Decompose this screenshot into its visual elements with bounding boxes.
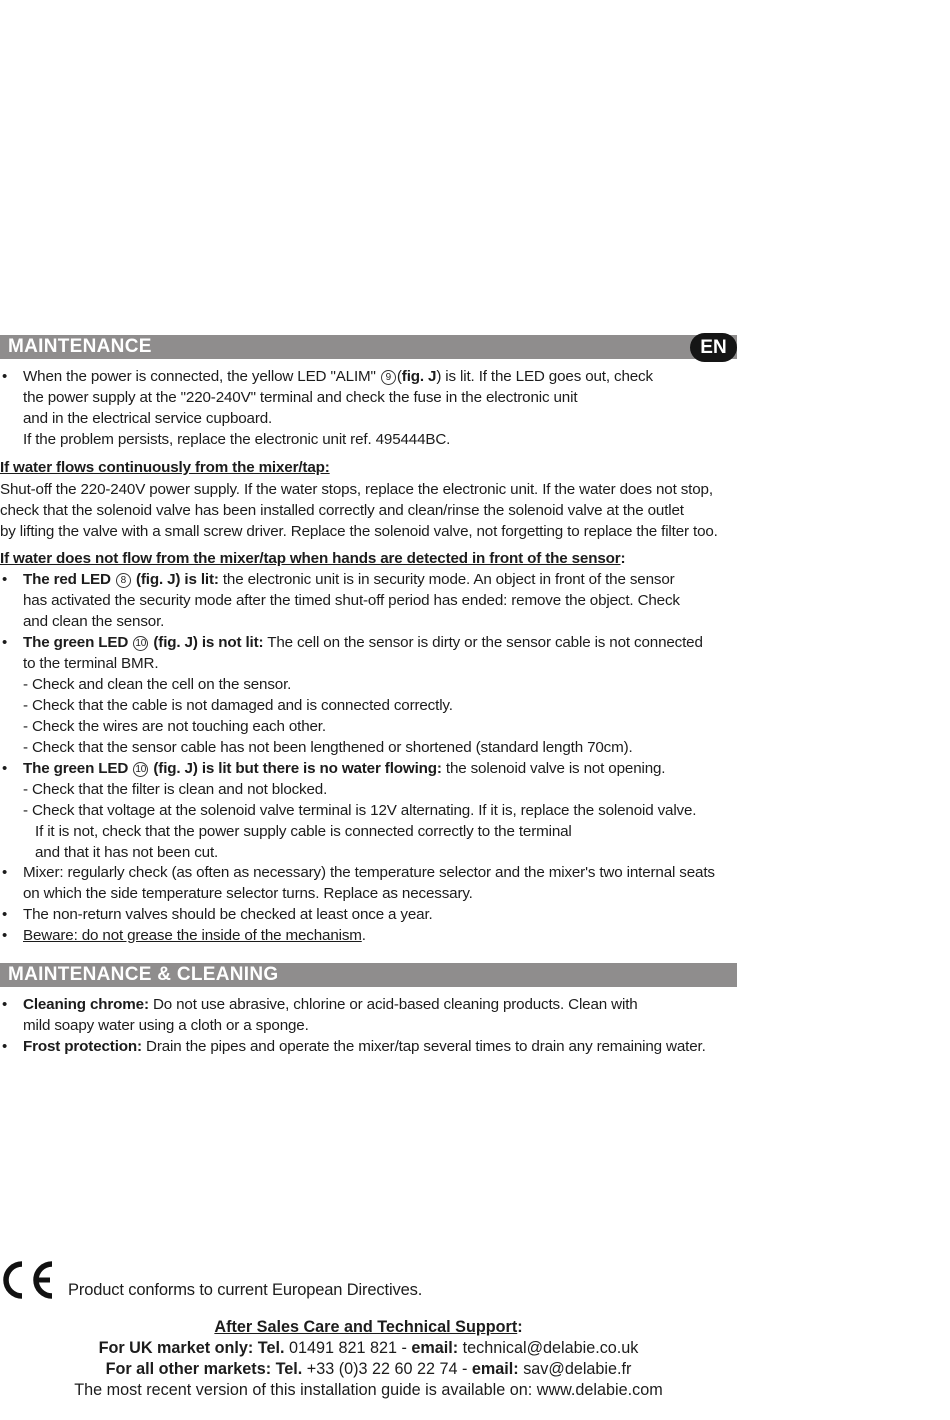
bullet: • [2, 368, 8, 385]
ce-conformity-text: Product conforms to current European Directives. [68, 1281, 423, 1299]
cleaning-title: MAINTENANCE & CLEANING [8, 964, 279, 985]
red-led-line-1: The red LED 8 (fig. J) is lit: the electronic unit is in security mode. An object in front of the sensor [23, 571, 675, 588]
green-led-off-line-1: The green LED 10 (fig. J) is not lit: The cell on the sensor is dirty or the sensor cable is not connected [23, 634, 703, 651]
maintenance-section-header [0, 335, 737, 359]
bullet: • [2, 634, 8, 651]
green-led-off-check-3: - Check the wires are not touching each other. [23, 718, 326, 735]
green-led-on-check-2: - Check that voltage at the solenoid valve terminal is 12V alternating. If it is, replace the solenoid valve. [23, 802, 697, 819]
continuous-flow-heading: If water flows continuously from the mixer/tap: [0, 459, 330, 476]
cleaning-section-header [0, 963, 737, 987]
guide-availability-line: The most recent version of this installation guide is available on: www.delabie.com [74, 1381, 663, 1399]
ce-mark-icon [0, 1260, 56, 1300]
no-flow-heading: If water does not flow from the mixer/tap when hands are detected in front of the sensor: [0, 550, 626, 567]
cleaning-chrome-line-1: Cleaning chrome: Do not use abrasive, chlorine or acid-based cleaning products. Clean with [23, 996, 638, 1013]
continuous-line-3: by lifting the valve with a small screw driver. Replace the solenoid valve, not forgetting to replace the filter too. [0, 523, 718, 540]
bullet: • [2, 571, 8, 588]
beware-line: Beware: do not grease the inside of the mechanism. [23, 927, 366, 944]
led-number-badge: 8 [116, 573, 131, 588]
led-number-badge: 10 [133, 762, 148, 777]
led-number-badge: 10 [133, 636, 148, 651]
support-other-line: For all other markets: Tel. +33 (0)3 22 60 22 74 - email: sav@delabie.fr [105, 1360, 632, 1378]
green-led-on-check-1: - Check that the filter is clean and not blocked. [23, 781, 328, 798]
cleaning-chrome-line-2: mild soapy water using a cloth or a sponge. [23, 1017, 309, 1034]
green-led-off-check-1: - Check and clean the cell on the sensor. [23, 676, 292, 693]
mixer-line-2: on which the side temperature selector turns. Replace as necessary. [23, 885, 473, 902]
support-heading: After Sales Care and Technical Support: [214, 1318, 523, 1336]
maintenance-title: MAINTENANCE [8, 336, 152, 357]
bullet: • [2, 996, 8, 1013]
green-led-off-line-2: to the terminal BMR. [23, 655, 159, 672]
power-line-2: the power supply at the "220-240V" terminal and check the fuse in the electronic unit [23, 389, 578, 406]
bullet: • [2, 927, 8, 944]
green-led-on-line-1: The green LED 10 (fig. J) is lit but there is no water flowing: the solenoid valve is not opening. [23, 760, 666, 777]
led-number-badge: 9 [381, 370, 396, 385]
bullet: • [2, 906, 8, 923]
continuous-line-2: check that the solenoid valve has been installed correctly and clean/rinse the solenoid valve at the outlet [0, 502, 684, 519]
continuous-line-1: Shut-off the 220-240V power supply. If the water stops, replace the electronic unit. If the water does not stop, [0, 481, 713, 498]
bullet: • [2, 760, 8, 777]
non-return-line: The non-return valves should be checked at least once a year. [23, 906, 433, 923]
green-led-off-check-4: - Check that the sensor cable has not been lengthened or shortened (standard length 70cm). [23, 739, 633, 756]
red-led-line-3: and clean the sensor. [23, 613, 165, 630]
green-led-off-check-2: - Check that the cable is not damaged and is connected correctly. [23, 697, 453, 714]
green-led-on-check-4: and that it has not been cut. [35, 844, 219, 861]
bullet: • [2, 1038, 8, 1055]
power-line-3: and in the electrical service cupboard. [23, 410, 273, 427]
power-line-4: If the problem persists, replace the electronic unit ref. 495444BC. [23, 431, 451, 448]
language-badge: EN [690, 333, 737, 362]
frost-protection-line: Frost protection: Drain the pipes and operate the mixer/tap several times to drain any remaining water. [23, 1038, 706, 1055]
green-led-on-check-3: If it is not, check that the power supply cable is connected correctly to the terminal [35, 823, 572, 840]
support-uk-line: For UK market only: Tel. 01491 821 821 - email: technical@delabie.co.uk [98, 1339, 639, 1357]
bullet: • [2, 864, 8, 881]
mixer-line-1: Mixer: regularly check (as often as necessary) the temperature selector and the mixer's two internal seats [23, 864, 715, 881]
power-line-1: When the power is connected, the yellow LED "ALIM" 9 (fig. J) is lit. If the LED goes out, check [23, 368, 653, 385]
red-led-line-2: has activated the security mode after the timed shut-off period has ended: remove the object. Check [23, 592, 680, 609]
